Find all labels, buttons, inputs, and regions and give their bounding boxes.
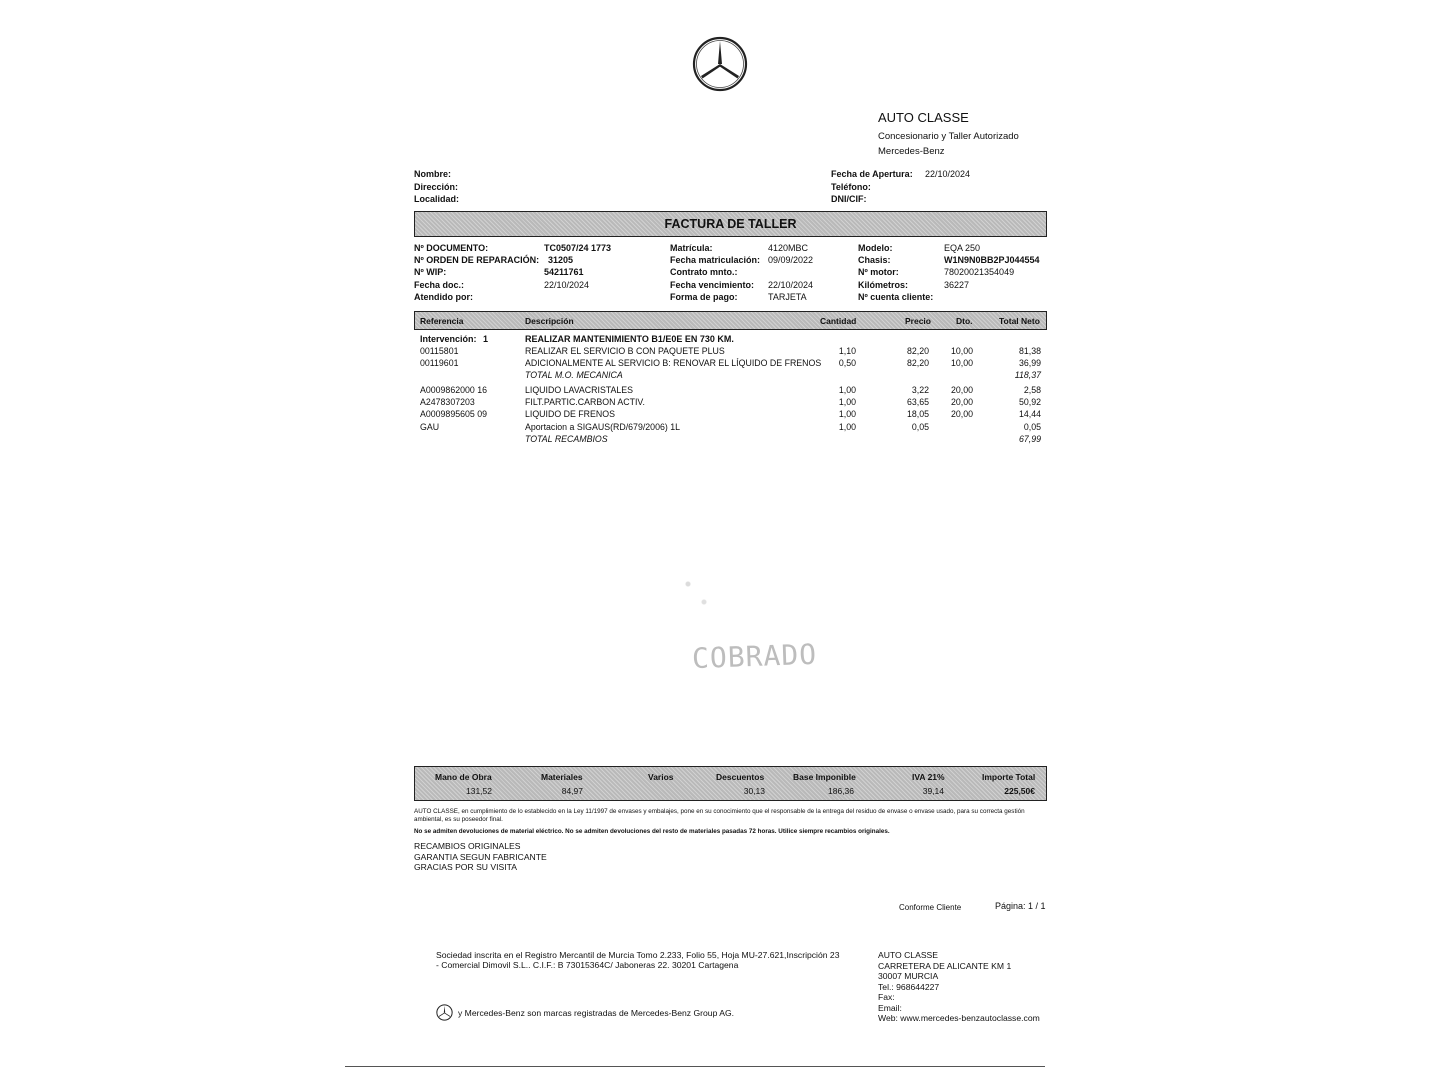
registro-line2: - Comercial Dimovil S.L.. C.I.F.: B 73015364C/ Jaboneras 22. 30201 Cartagena — [436, 960, 739, 970]
fecha-apertura-label: Fecha de Apertura: — [831, 169, 913, 179]
table-row — [0, 345, 1440, 357]
intervention-label: Intervención: — [420, 334, 477, 344]
conforme-cliente: Conforme Cliente — [899, 903, 962, 912]
trademark-text: y Mercedes-Benz son marcas registradas de Mercedes-Benz Group AG. — [458, 1008, 735, 1018]
row-ref: 00119601 — [420, 358, 459, 368]
address-line: Tel.: 968644227 — [878, 981, 940, 992]
descuentos-label: Descuentos — [716, 772, 765, 782]
col-referencia: Referencia — [420, 316, 464, 326]
row-price: 3,22 — [911, 385, 929, 395]
table-row — [0, 408, 1440, 420]
intervention-description: REALIZAR MANTENIMIENTO B1/E0E EN 730 KM. — [525, 334, 734, 344]
row-qty: 1,00 — [838, 397, 856, 407]
vencimiento-value: 22/10/2024 — [768, 280, 814, 290]
direccion-label: Dirección: — [414, 182, 459, 192]
row-price: 82,20 — [906, 358, 929, 368]
fecha-apertura-value: 22/10/2024 — [925, 169, 971, 179]
row-total: 36,99 — [1018, 358, 1041, 368]
localidad-label: Localidad: — [414, 194, 460, 204]
contrato-label: Contrato mnto.: — [670, 267, 738, 277]
varios-label: Varios — [648, 772, 674, 782]
iva-value: 39,14 — [922, 786, 944, 796]
materiales-label: Materiales — [541, 772, 583, 782]
row-desc: ADICIONALMENTE AL SERVICIO B: RENOVAR EL LÍQUIDO DE FRENOS — [525, 358, 822, 368]
table-row — [0, 421, 1440, 433]
table-row-subtotal — [0, 369, 1440, 381]
col-precio: Precio — [905, 316, 931, 326]
km-value: 36227 — [944, 280, 970, 290]
address-line: Web: www.mercedes-benzautoclasse.com — [878, 1013, 1040, 1023]
row-price: 82,20 — [906, 346, 929, 356]
modelo-value: EQA 250 — [944, 243, 981, 253]
row-total: 0,05 — [1023, 422, 1041, 432]
company-block — [878, 110, 1019, 159]
vencimiento-label: Fecha vencimiento: — [670, 280, 755, 290]
km-label: Kilómetros: — [858, 280, 909, 290]
address-line: CARRETERA DE ALICANTE KM 1 — [878, 960, 1012, 971]
address-line: AUTO CLASSE — [878, 950, 939, 960]
col-descripcion: Descripción — [525, 316, 574, 326]
row-price: 18,05 — [906, 409, 929, 419]
matricula-label: Matrícula: — [670, 243, 713, 253]
invoice-title: FACTURA DE TALLER — [664, 217, 797, 231]
address-line: 30007 MURCIA — [878, 971, 939, 981]
chasis-value: W1N9N0BB2PJ044554 — [944, 255, 1040, 265]
nombre-label: Nombre: — [414, 169, 452, 179]
footer-address — [878, 950, 1040, 1024]
materiales-value: 84,97 — [561, 786, 583, 796]
wip-label: Nº WIP: — [414, 267, 447, 277]
row-dto: 20,00 — [950, 385, 973, 395]
row-qty: 0,50 — [838, 358, 856, 368]
importe-label: Importe Total — [982, 772, 1036, 782]
row-total: 50,92 — [1018, 397, 1041, 407]
legal-devoluciones: No se admiten devoluciones de material eléctrico. No se admiten devoluciones del resto de materiales pasadas 72 horas. Utilice siempre recambios originales. — [414, 828, 890, 835]
mercedes-star-logo-icon — [692, 36, 748, 92]
row-price: 0,05 — [911, 422, 929, 432]
company-name: AUTO CLASSE — [878, 110, 969, 125]
matricula-value: 4120MBC — [768, 243, 809, 253]
cuenta-label: Nº cuenta cliente: — [858, 292, 934, 302]
row-qty: 1,00 — [838, 409, 856, 419]
company-line1: Concesionario y Taller Autorizado — [878, 131, 1019, 142]
pago-value: TARJETA — [768, 292, 807, 302]
fecha-matric-label: Fecha matriculación: — [670, 255, 761, 265]
motor-value: 78020021354049 — [944, 267, 1015, 277]
row-qty: 1,00 — [838, 385, 856, 395]
orden-label: Nº ORDEN DE REPARACIÓN: — [414, 255, 540, 265]
atendido-label: Atendido por: — [414, 292, 473, 302]
paid-stamp: COBRADO — [691, 637, 818, 676]
row-ref: GAU — [420, 422, 440, 432]
page-bottom-divider — [345, 1066, 1045, 1067]
dni-label: DNI/CIF: — [831, 194, 867, 204]
note-line: RECAMBIOS ORIGINALES — [414, 841, 521, 851]
doc-label: Nº DOCUMENTO: — [414, 243, 489, 253]
row-dto: 20,00 — [950, 409, 973, 419]
col-dto: Dto. — [956, 316, 973, 326]
row-desc: FILT.PARTIC.CARBON ACTIV. — [525, 397, 645, 407]
row-desc: TOTAL RECAMBIOS — [525, 434, 608, 444]
registro-line1: Sociedad inscrita en el Registro Mercantil de Murcia Tomo 2.233, Folio 55, Hoja MU-27.621,Inscripción 23 — [436, 950, 840, 960]
row-total: 118,37 — [1014, 370, 1041, 380]
row-qty: 1,00 — [838, 422, 856, 432]
modelo-label: Modelo: — [858, 243, 893, 253]
col-total: Total Neto — [999, 316, 1040, 326]
doc-value: TC0507/24 1773 — [544, 243, 612, 253]
base-value: 186,36 — [828, 786, 854, 796]
chasis-label: Chasis: — [858, 255, 891, 265]
row-total: 2,58 — [1023, 385, 1041, 395]
table-row — [0, 384, 1440, 396]
fecha-matric-value: 09/09/2022 — [768, 255, 814, 265]
table-row — [0, 357, 1440, 369]
row-ref: 00115801 — [420, 346, 459, 356]
address-line: Email: — [878, 1002, 902, 1013]
invoice-title-bar — [414, 211, 1047, 237]
row-total: 81,38 — [1018, 346, 1041, 356]
pago-label: Forma de pago: — [670, 292, 738, 302]
notes — [414, 841, 547, 873]
motor-label: Nº motor: — [858, 267, 899, 277]
mano-obra-label: Mano de Obra — [435, 772, 492, 782]
note-line: GARANTIA SEGUN FABRICANTE — [414, 851, 547, 862]
row-total: 14,44 — [1018, 409, 1041, 419]
row-dto: 20,00 — [950, 397, 973, 407]
fecha-doc-label: Fecha doc.: — [414, 280, 465, 290]
base-label: Base Imponible — [793, 772, 856, 782]
wip-value: 54211761 — [544, 267, 584, 277]
row-qty: 1,10 — [838, 346, 856, 356]
row-dto: 10,00 — [950, 358, 973, 368]
row-ref: A0009862000 16 — [420, 385, 488, 395]
orden-value: 31205 — [548, 255, 574, 265]
row-total: 67,99 — [1018, 434, 1041, 444]
row-price: 63,65 — [906, 397, 929, 407]
col-cantidad: Cantidad — [820, 316, 857, 326]
telefono-label: Teléfono: — [831, 182, 871, 192]
table-row-subtotal — [0, 433, 1440, 445]
note-line: GRACIAS POR SU VISITA — [414, 862, 517, 872]
company-line2: Mercedes-Benz — [878, 146, 945, 157]
address-line: Fax: — [878, 992, 895, 1002]
row-ref: A2478307203 — [420, 397, 475, 407]
totals-bar — [414, 766, 1047, 801]
row-desc: LIQUIDO LAVACRISTALES — [525, 385, 634, 395]
line-items-header — [414, 311, 1047, 330]
row-desc: TOTAL M.O. MECANICA — [525, 370, 623, 380]
row-ref: A0009895605 09 — [420, 409, 488, 419]
row-desc: LIQUIDO DE FRENOS — [525, 409, 615, 419]
mano-obra-value: 131,52 — [466, 786, 492, 796]
intervention-number: 1 — [483, 334, 489, 344]
mercedes-star-small-icon — [436, 1004, 453, 1021]
table-row — [0, 396, 1440, 408]
page-number: Página: 1 / 1 — [995, 901, 1046, 911]
row-desc: REALIZAR EL SERVICIO B CON PAQUETE PLUS — [525, 346, 725, 356]
faded-stamp-mark — [656, 560, 736, 620]
row-desc: Aportacion a SIGAUS(RD/679/2006) 1L — [525, 422, 681, 432]
descuentos-value: 30,13 — [743, 786, 765, 796]
legal-envases: AUTO CLASSE, en cumplimiento de lo establecido en la Ley 11/1997 de envases y embalajes, pone en su conocimiento que el responsable de la entrega del residuo de envase o envase usado, para su correcta gestión ambiental, es su poseedor final. — [414, 808, 1025, 823]
row-dto: 10,00 — [950, 346, 973, 356]
fecha-doc-value: 22/10/2024 — [544, 280, 590, 290]
iva-label: IVA 21% — [912, 772, 945, 782]
importe-value: 225,50€ — [1004, 786, 1035, 796]
